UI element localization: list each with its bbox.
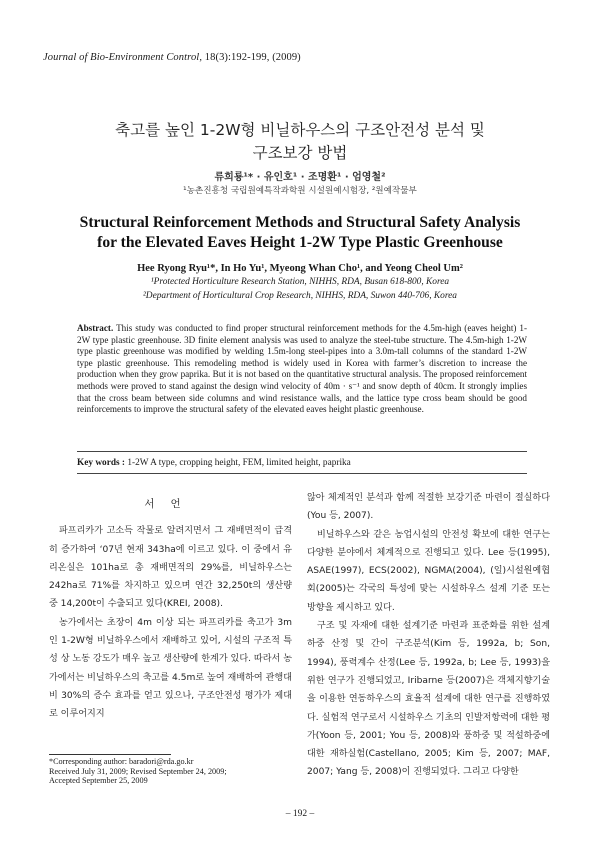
footnote-rule xyxy=(49,754,171,755)
korean-authors: 류희룡¹* · 유인호¹ · 조명환¹ · 엄영철² xyxy=(214,172,386,183)
keywords xyxy=(77,458,351,468)
body-column-left xyxy=(49,492,292,724)
footnote-corresponding-author: *Corresponding author: baradori@rda.go.kr xyxy=(49,757,194,766)
body-paragraph: 파프리카가 고소득 작물로 알려지면서 그 재배면적이 급격히 증가하여 ‘07년 현재 343ha에 이르고 있다. 이 중에서 유리온실은 101ha로 총 재배면적의 29%를, 비닐하우스는 242ha로 71%를 차지하고 있으며 연간 32,250t의 생산량 중 14,200t이 수출되고 있다(KREI, 2008). xyxy=(49,526,292,610)
english-authors: Hee Ryong Ryu¹*, In Ho Yu¹, Myeong Whan Cho¹, and Yeong Cheol Um² xyxy=(137,263,463,274)
section-title-introduction: 서언 xyxy=(144,498,197,510)
footnote-accepted: Accepted September 25, 2009 xyxy=(49,776,148,785)
english-title-line-1: Structural Reinforcement Methods and Structural Safety Analysis xyxy=(79,214,521,231)
keywords-top-rule xyxy=(77,451,527,452)
english-affiliation-1: ¹Protected Horticulture Research Station, NIHHS, RDA, Busan 618-800, Korea xyxy=(150,277,450,287)
body-paragraph: 농가에서는 초장이 4m 이상 되는 파프리카를 축고가 3m인 1-2W형 비닐하우스에서 재배하고 있어, 시설의 구조적 특성 상 노동 강도가 매우 높고 생산량에 한계가 있다. 따라서 농가에서는 비닐하우스의 축고를 4.5m로 높여 재배하여 관행대비 30%의 증수 효과를 얻고 있으나, 구조안전성 평가가 제대로 이루어지지 xyxy=(49,617,292,720)
korean-title-line-2: 구조보강 방법 xyxy=(252,144,348,162)
korean-title-line-1: 축고를 높인 1-2W형 비닐하우스의 구조안전성 분석 및 xyxy=(115,121,485,139)
english-affiliation-2: ²Department of Horticultural Crop Research, NIHHS, RDA, Suwon 440-706, Korea xyxy=(143,291,457,301)
body-paragraph: 않아 체계적인 분석과 함께 적절한 보강기준 마련이 절실하다(You 등, 2007). xyxy=(307,493,550,522)
journal-citation: 18(3):192-199, (2009) xyxy=(204,52,301,63)
abstract-text: This study was conducted to find proper structural reinforcement methods for the 4.5m-high (eaves height) 1-2W type plastic greenhouse. 3D finite element analysis was used to analyze the steel-tube structure. The 4.5m-high 1-2W type plastic greenhouse was modified by welding 1.5m-long steel-pipes into a 3.0m-tall columns of the standard 1-2W type plastic greenhouse. This remodeling method is widely used in Korea with farmer’s discretion to increase the production when they grow paprika. But it is not based on the quantitative structural analysis. The proposed reinforcement methods were proved to stand against the design wind velocity of 40m · s⁻¹ and snow depth of 40cm. It strongly implies that the cross beam between side columns and wind resistance walls, and the lattice type cross beam should be good reinforcements to improve the structural safety of the elevated eaves height plastic greenhouse. xyxy=(77,323,527,415)
abstract xyxy=(77,323,527,416)
body-paragraph: 구조 및 자재에 대한 설계기준 마련과 표준화를 위한 설계하중 산정 및 간이 구조분석(Kim 등, 1992a, b; Son, 1994), 풍력계수 산정(Lee 등, 1992a, b; Lee 등, 1993)을 위한 연구가 진행되었고, Iribarne 등(2007)은 객체지향기술을 이용한 연동하우스의 효율적 설계에 대한 연구를 진행하였다. 실험적 연구로서 시설하우스 기초의 인발저항력에 대한 평가(Yoon 등, 2001; You 등, 2008)와 풍하중 및 적설하중에 대한 재하실험(Castellano, 2005; Kim 등, 2007; MAF, 2007; Yang 등, 2008)이 진행되었다. 그리고 다양한 xyxy=(307,621,550,778)
keywords-label: Key words : xyxy=(77,458,126,468)
keywords-text: 1-2W A type, cropping height, FEM, limited height, paprika xyxy=(127,458,351,468)
footnote xyxy=(49,757,299,786)
keywords-bottom-rule xyxy=(77,473,527,474)
korean-affiliations: ¹농촌진흥청 국립원예특작과학원 시설원예시험장, ²원예작물부 xyxy=(183,186,417,196)
english-title-line-2: for the Elevated Eaves Height 1-2W Type Plastic Greenhouse xyxy=(97,234,503,251)
journal-header xyxy=(43,52,301,63)
abstract-label: Abstract. xyxy=(77,323,114,333)
body-column-right xyxy=(307,489,550,782)
journal-name: Journal of Bio-Environment Control, xyxy=(43,52,203,63)
page-number: – 192 – xyxy=(285,809,315,819)
body-paragraph: 비닐하우스와 같은 농업시설의 안전성 확보에 대한 연구는 다양한 분야에서 체계적으로 진행되고 있다. Lee 등(1995), ASAE(1997), ECS(2002), NGMA(2004), (일)시설원예협회(2005)는 각국의 특성에 맞는 시설하우스 설계 기준 또는 방향을 제시하고 있다. xyxy=(307,529,550,613)
footnote-received: Received July 31, 2009; Revised September 24, 2009; xyxy=(49,766,227,776)
